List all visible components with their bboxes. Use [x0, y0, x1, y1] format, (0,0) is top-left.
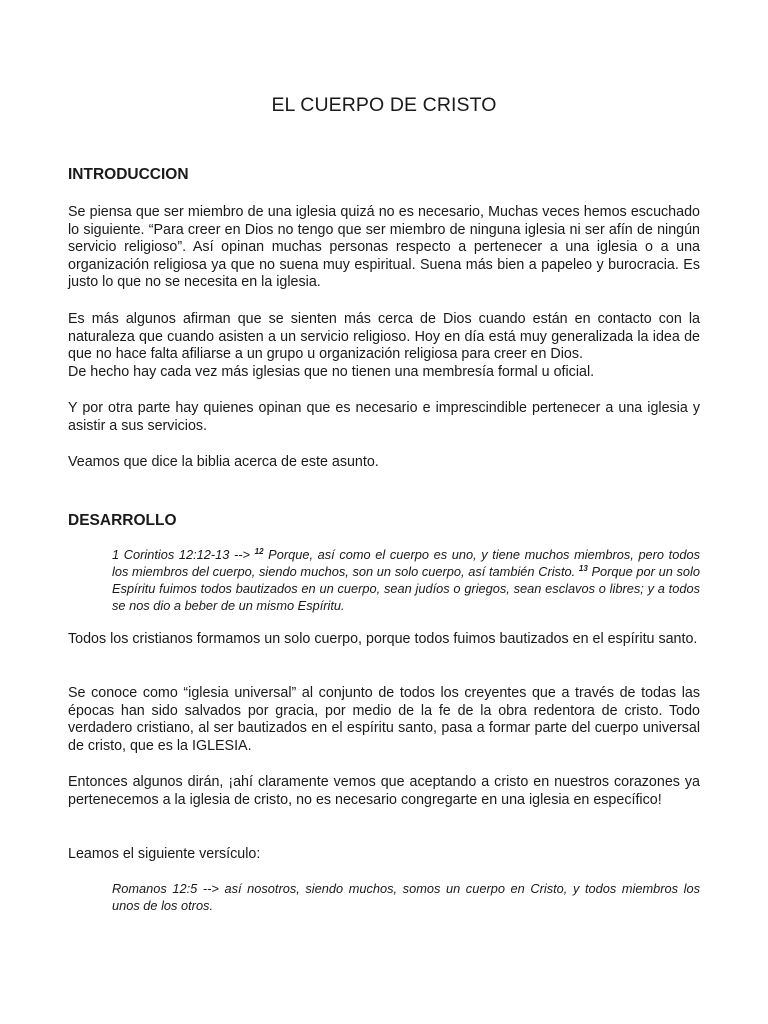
- verse-number-13: 13: [578, 564, 588, 573]
- intro-paragraph-3: Y por otra parte hay quienes opinan que es necesario e imprescindible pertenecer a una iglesia y asistir a sus servicios.: [68, 400, 700, 434]
- intro-paragraph-2-text: Es más algunos afirman que se sienten más cerca de Dios cuando están en contacto con la naturaleza que cuando asisten a un servicio religioso. Hoy en día está muy generalizada la idea de que no hace falta afiliarse a un grupo u organización religiosa para creer en Dios.: [68, 311, 700, 363]
- scripture-quote-corinthians: [112, 546, 700, 614]
- development-paragraph-4: Leamos el siguiente versículo:: [68, 846, 261, 862]
- intro-paragraph-4: Veamos que dice la biblia acerca de este asunto.: [68, 454, 379, 470]
- quote-text-b: Porque por un solo Espíritu fuimos todos bautizados en un cuerpo, sean judíos o griegos, sean esclavos o libres; y a todos se nos dio a beber de un mismo Espíritu.: [112, 564, 700, 613]
- intro-heading: INTRODUCCION: [68, 166, 189, 183]
- intro-paragraph-2: [68, 311, 700, 364]
- verse-number-12: 12: [254, 547, 264, 556]
- development-paragraph-2: Se conoce como “iglesia universal” al conjunto de todos los creyentes que a través de todas las épocas han sido salvados por gracia, por medio de la fe de la obra redentora de cristo. Todo verdadero cristiano, al ser bautizados en el espíritu santo, pasa a formar parte del cuerpo universal de cristo, que es la IGLESIA.: [68, 685, 700, 754]
- intro-paragraph-2b: De hecho hay cada vez más iglesias que no tienen una membresía formal u oficial.: [68, 364, 595, 380]
- scripture-quote-romans: Romanos 12:5 --> así nosotros, siendo muchos, somos un cuerpo en Cristo, y todos miembros los unos de los otros.: [112, 881, 700, 913]
- development-paragraph-3: Entonces algunos dirán, ¡ahí claramente vemos que aceptando a cristo en nuestros corazones ya pertenecemos a la iglesia de cristo, no es necesario congregarte en una iglesia en específico!: [68, 774, 700, 808]
- quote-reference: 1 Corintios 12:12-13 -->: [112, 547, 255, 562]
- intro-paragraph-1: Se piensa que ser miembro de una iglesia quizá no es necesario, Muchas veces hemos escuchado lo siguiente. “Para creer en Dios no tengo que ser miembro de ninguna iglesia ni ser afín de ningún servicio religioso”. Así opinan muchas personas respecto a pertenecer a una iglesia o a una organización religiosa ya que no suena muy espiritual. Suena más bien a papeleo y burocracia. Es justo lo que no se necesita en la iglesia.: [68, 204, 700, 291]
- development-paragraph-1: Todos los cristianos formamos un solo cuerpo, porque todos fuimos bautizados en el espíritu santo.: [68, 631, 698, 647]
- quote-text-a: Porque, así como el cuerpo es uno, y tiene muchos miembros, pero todos los miembros del cuerpo, siendo muchos, son un solo cuerpo, así también Cristo.: [112, 547, 700, 579]
- document-title: EL CUERPO DE CRISTO: [271, 94, 497, 116]
- development-heading: DESARROLLO: [68, 512, 177, 529]
